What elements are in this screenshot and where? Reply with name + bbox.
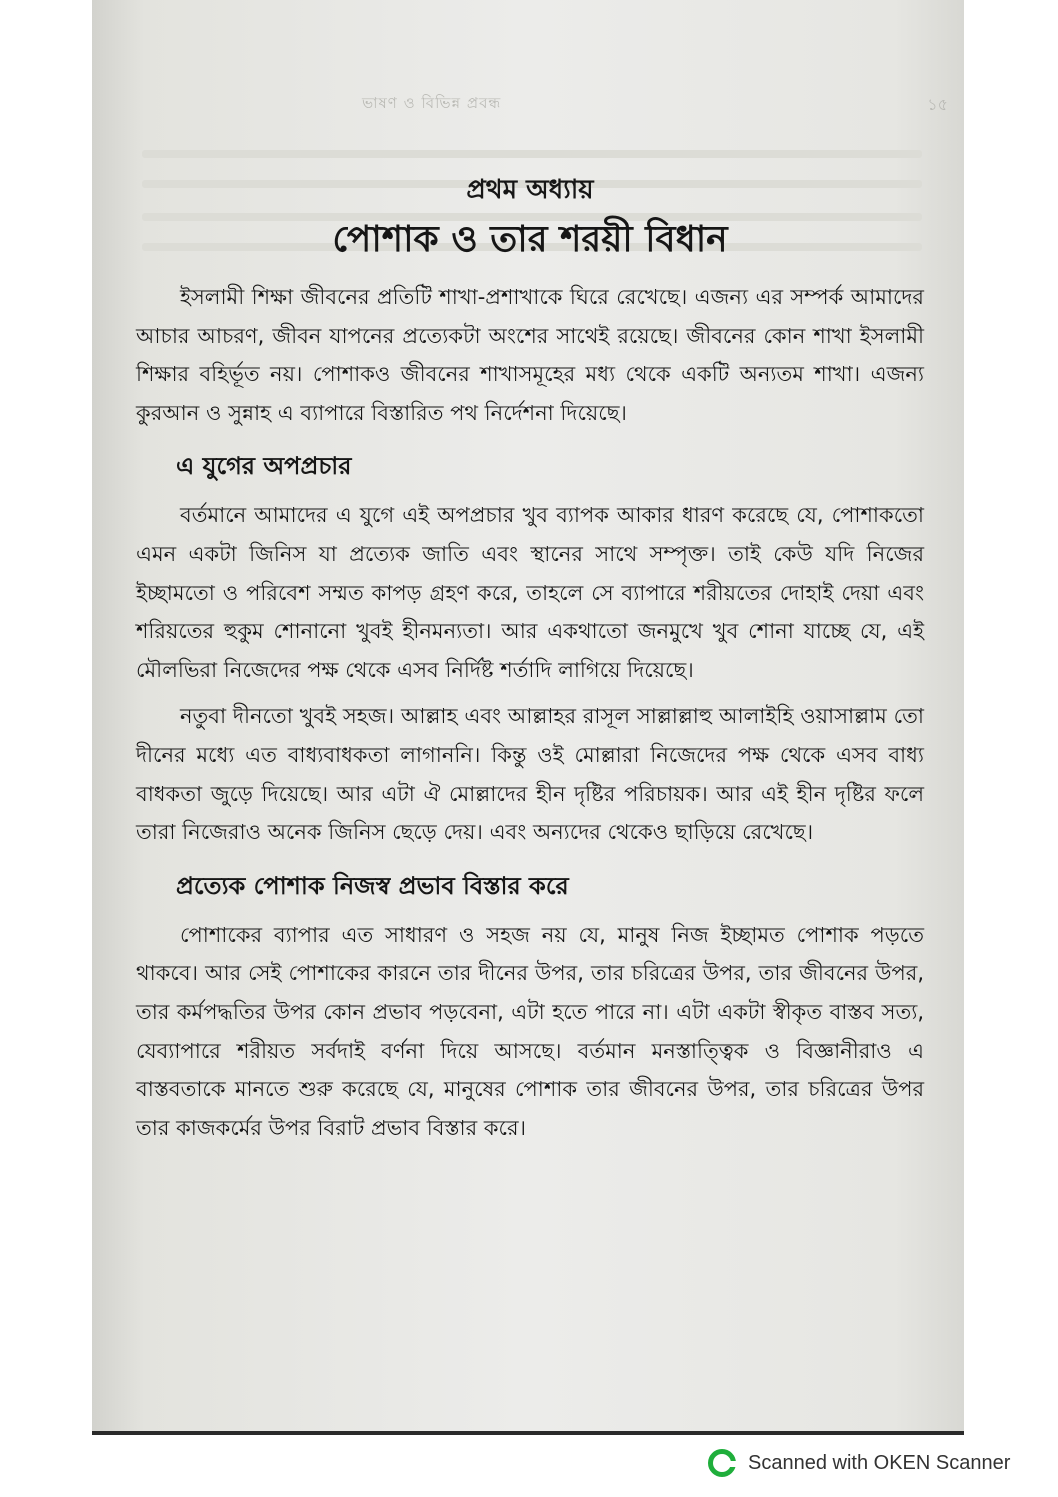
scanner-watermark [708, 1445, 1010, 1481]
running-head: ভাষণ ও বিভিন্ন প্রবন্ধ [362, 94, 502, 112]
section-heading: প্রত্যেক পোশাক নিজস্ব প্রভাব বিস্তার করে [176, 871, 569, 900]
section-heading: এ যুগের অপপ্রচার [176, 452, 352, 481]
page-number: ১৫ [927, 95, 948, 114]
chapter-title: পোশাক ও তার শরয়ী বিধান [332, 219, 728, 260]
chapter-label: প্রথম অধ্যায় [466, 175, 594, 205]
oken-scanner-logo-icon [708, 1449, 736, 1477]
scanned-page [92, 0, 964, 1435]
bleed-through-line [142, 150, 922, 158]
page-content [136, 172, 924, 1155]
paragraph: ইসলামী শিক্ষা জীবনের প্রতিটি শাখা-প্রশাখাকে ঘিরে রেখেছে। এজন্য এর সম্পর্ক আমাদের আচার আচরণ, জীবন যাপনের প্রত্যেকটা অংশের সাথেই রয়েছে। জীবনের কোন শাখা ইসলামী শিক্ষার বহির্ভূত নয়। পোশাকও জীবনের শাখাসমূহের মধ্য থেকে একটি অন্যতম শাখা। এজন্য কুরআন ও সুন্নাহ এ ব্যাপারে বিস্তারিত পথ নির্দেশনা দিয়েছে। [136, 285, 924, 425]
paragraph: নতুবা দীনতো খুবই সহজ। আল্লাহ এবং আল্লাহর রাসূল সাল্লাল্লাহু আলাইহি ওয়াসাল্লাম তো দীনের মধ্যে এত বাধ্যবাধকতা লাগাননি। কিন্তু ওই মোল্লারা নিজেদের পক্ষ থেকে এসব বাধ্য বাধকতা জুড়ে দিয়েছে। আর এটা ঐ মোল্লাদের হীন দৃষ্টির পরিচায়ক। আর এই হীন দৃষ্টির ফলে তারা নিজেরাও অনেক জিনিস ছেড়ে দেয়। এবং অন্যদের থেকেও ছাড়িয়ে রেখেছে। [136, 704, 924, 845]
paragraph: বর্তমানে আমাদের এ যুগে এই অপপ্রচার খুব ব্যাপক আকার ধারণ করেছে যে, পোশাকতো এমন একটা জিনিস যা প্রত্যেক জাতি এবং স্থানের সাথে সম্পৃক্ত। তাই কেউ যদি নিজের ইচ্ছামতো ও পরিবেশ সম্মত কাপড় গ্রহণ করে, তাহলে সে ব্যাপারে শরীয়তের দোহাই দেয়া এবং শরিয়তের হুকুম শোনানো খুবই হীনমন্যতা। আর একথাতো জনমুখে খুব শোনা যাচ্ছে যে, এই মৌলভিরা নিজেদের পক্ষ থেকে এসব নির্দিষ্ট শর্তাদি লাগিয়ে দিয়েছে। [136, 503, 924, 682]
scanner-text: Scanned with OKEN Scanner [748, 1451, 1011, 1474]
paragraph: পোশাকের ব্যাপার এত সাধারণ ও সহজ নয় যে, মানুষ নিজ ইচ্ছামত পোশাক পড়তে থাকবে। আর সেই পোশাকের কারনে তার দীনের উপর, তার চরিত্রের উপর, তার জীবনের উপর, তার কর্মপদ্ধতির উপর কোন প্রভাব পড়বেনা, এটা হতে পারে না। এটা একটা স্বীকৃত বাস্তব সত্য, যেব্যাপারে শরীয়ত সর্বদাই বর্ণনা দিয়ে আসছে। বর্তমান মনস্তাত্ত্বিক ও বিজ্ঞানীরাও এ বাস্তবতাকে মানতে শুরু করেছে যে, মানুষের পোশাক তার জীবনের উপর, তার চরিত্রের উপর তার কাজকর্মের উপর বিরাট প্রভাব বিস্তার করে। [136, 922, 924, 1140]
